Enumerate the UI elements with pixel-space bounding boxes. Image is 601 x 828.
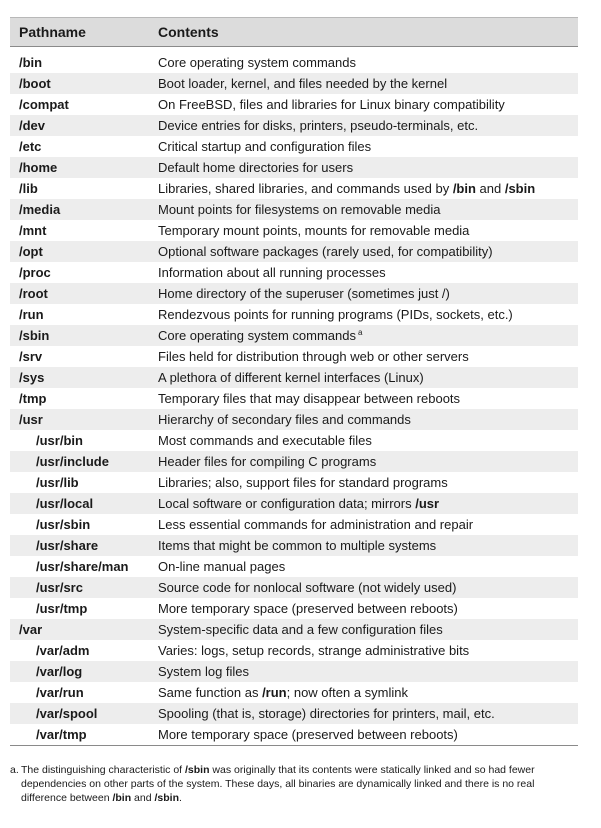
pathname-cell: /usr/include [10, 451, 149, 472]
text-segment: Items that might be common to multiple systems [158, 538, 437, 553]
column-header-contents: Contents [149, 18, 578, 47]
table-row [10, 430, 578, 451]
text-segment: A plethora of different kernel interfaces (Linux) [158, 370, 424, 385]
text-segment: Boot loader, kernel, and files needed by the kernel [158, 76, 448, 91]
filesystem-table-container [10, 17, 578, 746]
table-row [10, 514, 578, 535]
pathname-cell: /usr/tmp [36, 601, 88, 616]
pathname-cell: /root [10, 283, 149, 304]
table-row [10, 241, 578, 262]
contents-cell [149, 199, 578, 220]
contents-cell [149, 73, 578, 94]
pathname-cell: /dev [10, 115, 149, 136]
pathname-cell: /lib [19, 181, 38, 196]
table-row [10, 388, 578, 409]
contents-cell [149, 682, 578, 703]
table-row [10, 577, 578, 598]
contents-cell [149, 451, 578, 472]
pathname-cell: /usr/bin [36, 433, 83, 448]
text-segment: More temporary space (preserved between reboots) [158, 601, 458, 616]
text-segment: On FreeBSD, files and libraries for Linux binary compatibility [158, 97, 505, 112]
text-segment: and [131, 792, 155, 804]
text-segment: Device entries for disks, printers, pseudo-terminals, etc. [158, 118, 479, 133]
contents-cell [149, 388, 578, 409]
text-segment: Critical startup and configuration files [158, 139, 372, 154]
contents-cell [149, 157, 578, 178]
text-segment: Files held for distribution through web or other servers [158, 349, 469, 364]
text-segment: was originally that its contents were statically linked and so had fewer dependencies on other parts of the system. These days, all binaries are dynamically linked and there is no real difference between [21, 764, 535, 804]
contents-cell [149, 724, 578, 746]
table-row [10, 682, 578, 703]
text-segment: Mount points for filesystems on removable media [158, 202, 441, 217]
pathname-cell: /usr/share [10, 535, 149, 556]
footnote [10, 763, 580, 805]
text-segment: Source code for nonlocal software (not widely used) [158, 580, 457, 595]
contents-cell [149, 430, 578, 451]
table-row [10, 367, 578, 388]
table-row [10, 47, 578, 74]
text-segment: Core operating system commands [158, 328, 356, 343]
table-row [10, 304, 578, 325]
pathname-cell: /tmp [19, 391, 47, 406]
table-row [10, 619, 578, 640]
text-segment: Libraries; also, support files for standard programs [158, 475, 448, 490]
inline-path: /sbin [154, 792, 180, 804]
pathname-cell: /var/log [10, 661, 149, 682]
pathname-cell: /var/adm [36, 643, 90, 658]
table-row [10, 409, 578, 430]
table-row [10, 472, 578, 493]
contents-cell [149, 493, 578, 514]
table-row [10, 199, 578, 220]
contents-cell [149, 619, 578, 640]
contents-cell [149, 535, 578, 556]
pathname-cell: /usr [10, 409, 149, 430]
table-row [10, 640, 578, 661]
pathname-cell: /usr/sbin [36, 517, 91, 532]
pathname-cell: /run [19, 307, 44, 322]
pathname-cell: /home [10, 157, 149, 178]
pathname-cell: /sbin [10, 325, 149, 346]
table-row [10, 283, 578, 304]
contents-cell [149, 304, 578, 325]
pathname-cell: /etc [19, 139, 42, 154]
text-segment: Optional software packages (rarely used, for compatibility) [158, 244, 493, 259]
pathname-cell: /compat [19, 97, 69, 112]
text-segment: and [475, 181, 505, 196]
text-segment: Spooling (that is, storage) directories for printers, mail, etc. [158, 706, 495, 721]
inline-path: /sbin [504, 181, 536, 196]
table-row [10, 220, 578, 241]
table-row [10, 556, 578, 577]
contents-cell [149, 94, 578, 115]
inline-path: /bin [452, 181, 476, 196]
table-row [10, 493, 578, 514]
text-segment: Home directory of the superuser (sometimes just /) [158, 286, 450, 301]
contents-cell [149, 262, 578, 283]
text-segment: Libraries, shared libraries, and commands used by [158, 181, 453, 196]
contents-cell [149, 241, 578, 262]
pathname-cell: /proc [19, 265, 51, 280]
contents-cell [149, 472, 578, 493]
footnote-reference: a [357, 328, 363, 337]
contents-cell [149, 178, 578, 199]
pathname-cell: /var/tmp [10, 724, 149, 746]
pathname-cell: /opt [10, 241, 149, 262]
table-row [10, 661, 578, 682]
text-segment: Varies: logs, setup records, strange administrative bits [158, 643, 470, 658]
text-segment: Same function as [158, 685, 263, 700]
pathname-cell: /usr/local [10, 493, 149, 514]
text-segment: System-specific data and a few configuration files [158, 622, 443, 637]
pathname-cell: /bin [19, 55, 43, 70]
table-body [10, 47, 578, 746]
table-row [10, 262, 578, 283]
contents-cell [149, 577, 578, 598]
contents-cell [149, 367, 578, 388]
pathname-cell: /media [10, 199, 149, 220]
text-segment: . [179, 792, 182, 804]
contents-cell [149, 556, 578, 577]
pathname-cell: /mnt [19, 223, 47, 238]
pathname-cell: /boot [10, 73, 149, 94]
text-segment: System log files [158, 664, 250, 679]
contents-cell [149, 703, 578, 724]
text-segment: Default home directories for users [158, 160, 354, 175]
pathname-cell: /sys [10, 367, 149, 388]
pathname-cell: /srv [19, 349, 43, 364]
text-segment: The distinguishing characteristic of [21, 764, 185, 776]
contents-cell [149, 115, 578, 136]
table-row [10, 535, 578, 556]
text-segment: Core operating system commands [158, 55, 356, 70]
pathname-cell: /usr/share/man [36, 559, 129, 574]
contents-cell [149, 283, 578, 304]
table-row [10, 115, 578, 136]
table-row [10, 157, 578, 178]
column-header-pathname: Pathname [10, 18, 149, 47]
filesystem-table [10, 17, 578, 746]
contents-cell [149, 346, 578, 367]
pathname-cell: /var [10, 619, 149, 640]
contents-cell [149, 47, 578, 74]
footnote-text [21, 763, 580, 805]
text-segment: On-line manual pages [158, 559, 286, 574]
pathname-cell: /usr/src [10, 577, 149, 598]
table-row [10, 598, 578, 619]
inline-path: /usr [415, 496, 440, 511]
table-row [10, 703, 578, 724]
contents-cell [149, 640, 578, 661]
contents-cell [149, 661, 578, 682]
text-segment: Rendezvous points for running programs (PIDs, sockets, etc.) [158, 307, 513, 322]
inline-path: /sbin [185, 764, 210, 776]
pathname-cell: /var/run [36, 685, 84, 700]
text-segment: Header files for compiling C programs [158, 454, 377, 469]
text-segment: Information about all running processes [158, 265, 386, 280]
table-row [10, 94, 578, 115]
inline-path: /bin [112, 792, 132, 804]
contents-cell [149, 136, 578, 157]
contents-cell [149, 409, 578, 430]
inline-path: /run [262, 685, 287, 700]
text-segment: Temporary mount points, mounts for removable media [158, 223, 470, 238]
pathname-cell: /var/spool [10, 703, 149, 724]
text-segment: Most commands and executable files [158, 433, 372, 448]
text-segment: Hierarchy of secondary files and commands [158, 412, 411, 427]
text-segment: Local software or configuration data; mirrors [158, 496, 416, 511]
table-row [10, 451, 578, 472]
text-segment: Temporary files that may disappear between reboots [158, 391, 461, 406]
table-header-row [10, 18, 578, 47]
contents-cell [149, 325, 578, 346]
table-row [10, 178, 578, 199]
footnote-marker: a. [10, 764, 19, 776]
table-row [10, 325, 578, 346]
contents-cell [149, 514, 578, 535]
table-header [10, 18, 578, 47]
table-row [10, 136, 578, 157]
text-segment: ; now often a symlink [286, 685, 409, 700]
table-row [10, 724, 578, 746]
table-row [10, 73, 578, 94]
contents-cell [149, 220, 578, 241]
contents-cell [149, 598, 578, 619]
table-row [10, 346, 578, 367]
text-segment: More temporary space (preserved between reboots) [158, 727, 458, 742]
pathname-cell: /usr/lib [36, 475, 79, 490]
text-segment: Less essential commands for administration and repair [158, 517, 474, 532]
